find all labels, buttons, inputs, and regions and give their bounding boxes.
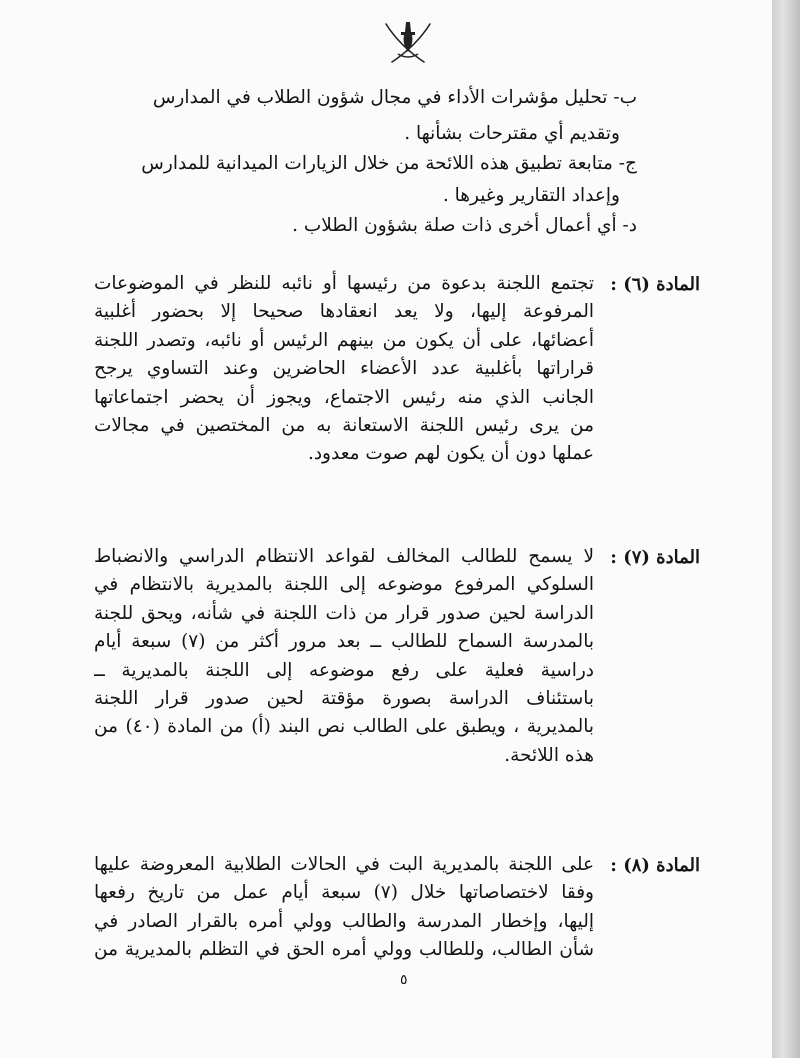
article-7-label: المادة (٧) : [610,547,700,568]
article-7-line: باستئناف الدراسة بصورة مؤقتة لحين صدور قرار اللجنة [94,687,594,709]
article-6-line: المرفوعة إليها، ولا يعد انعقادها صحيحا إلا بحضور أغلبية [94,301,594,323]
article-8-body [94,851,594,965]
article-6-line: عملها دون أن يكون لهم صوت معدود. [307,443,594,465]
article-7-line: دراسية فعلية على رفع موضوعه إلى اللجنة بالمديرية ــ [94,659,594,681]
list-item-b-cont: وتقديم أي مقترحات بشأنها . [404,123,620,144]
article-8-line: إليها، وإخطار المدرسة والطالب وولي أمره بالقرار الصادر في [94,910,594,932]
article-7-line: لا يسمح للطالب المخالف لقواعد الانتظام الدراسي والانضباط [94,546,594,567]
page-number: ٥ [400,972,408,988]
article-7-line: بالمدرسة السماح للطالب ــ بعد مرور أكثر من (٧) سبعة أيام [94,631,594,653]
list-item-c-cont: وإعداد التقارير وغيرها . [442,185,620,206]
article-6-line: أعضائها، على أن يكون من بينهم الرئيس أو نائبه، وتصدر اللجنة [94,329,594,351]
article-7-line: الدراسة لحين صدور قرار من ذات اللجنة في شأنه، ويحق للجنة [94,602,594,624]
article-7-line: هذه اللائحة. [504,744,594,766]
article-8-line: شأن الطالب، وللطالب وولي أمره الحق في التظلم بالمديرية من [94,939,594,961]
article-6-line: تجتمع اللجنة بدعوة من رئيسها أو نائبه للنظر في الموضوعات [94,273,594,294]
article-6-line: من يرى رئيس اللجنة الاستعانة به من المختصين في مجالات [94,414,594,436]
article-7-line: السلوكي المرفوع موضوعه إلى اللجنة بالمديرية بالانتظام في [94,574,594,596]
article-6-line: قراراتها بأغلبية عدد الأعضاء الحاضرين وعند التساوي يرجح [94,358,594,380]
article-7-body [94,543,594,770]
article-8-line: وفقا لاختصاصاتها خلال (٧) سبعة أيام عمل من تاريخ رفعها [94,882,594,904]
page-edge-shadow [772,0,800,1058]
article-6-body [94,270,594,469]
article-7-line: بالمديرية ، ويطبق على الطالب نص البند (أ) من المادة (٤٠) من [94,716,594,738]
article-6-line: الجانب الذي منه رئيس الاجتماع، ويجوز أن يحضر اجتماعاتها [94,386,594,408]
list-item-b: ب- تحليل مؤشرات الأداء في مجال شؤون الطلاب في المدارس [152,87,637,108]
oman-emblem-icon [380,16,436,68]
article-6-label: المادة (٦) : [610,274,700,295]
article-8-label: المادة (٨) : [610,855,700,876]
list-item-c: ج- متابعة تطبيق هذه اللائحة من خلال الزيارات الميدانية للمدارس [141,153,637,174]
list-item-d: د- أي أعمال أخرى ذات صلة بشؤون الطلاب . [292,215,637,236]
article-8-line: على اللجنة بالمديرية البت في الحالات الطلابية المعروضة عليها [94,854,594,875]
